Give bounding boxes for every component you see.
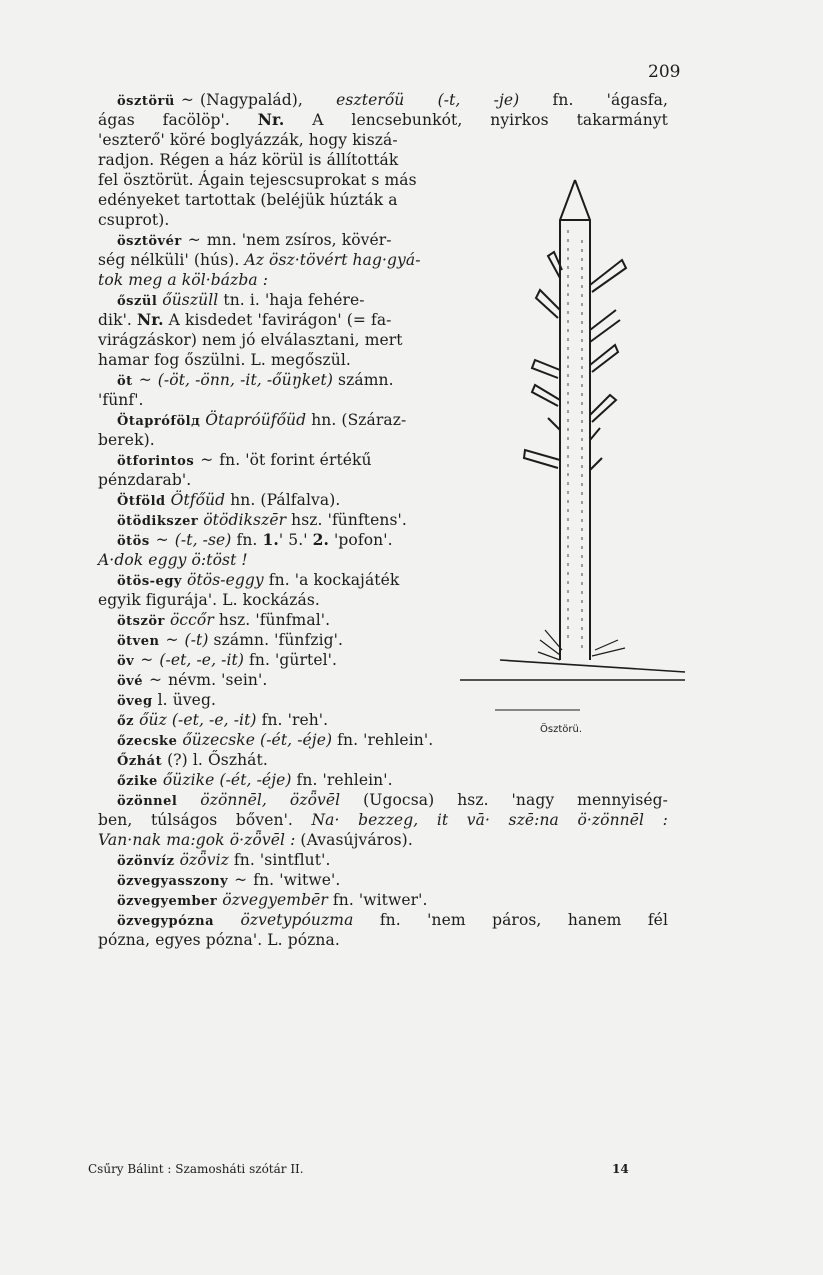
headword: özönnel [117, 794, 178, 809]
text-run: Van·nak ma:gok ö·zȫvēl : [98, 831, 296, 849]
swung-dash: ~ [149, 671, 163, 689]
text-run: hamar fog őszülni. L. megőszül. [98, 351, 351, 369]
text-run: fel ösztörüt. Ágain tejescsuprokat s más [98, 171, 417, 189]
text-run: hsz. 'fünftens'. [286, 511, 407, 529]
text-line [117, 630, 343, 652]
text-run: ben, túlságos bőven'. [98, 811, 312, 829]
swung-dash: ~ [165, 631, 179, 649]
figure-caption: Ösztörü. [540, 724, 582, 735]
text-run: Az ösz·tövért hag·gyá- [244, 251, 421, 269]
text-run: Ötfőüd [170, 491, 226, 509]
text-run: tn. i. 'haja fehére- [218, 291, 365, 309]
swung-dash: ~ [138, 371, 152, 389]
text-run: virágzáskor) nem jó elválasztani, mert [98, 331, 403, 349]
text-run: Nr. [257, 110, 285, 129]
headword: özvegyasszony [117, 874, 229, 889]
text-run: özvegyembēr [222, 891, 328, 909]
swung-dash: ~ [200, 451, 214, 469]
text-line [117, 790, 668, 812]
headword: őz [117, 714, 135, 729]
text-line [117, 290, 365, 312]
footer-title: Csűry Bálint : Szamosháti szótár II. [88, 1162, 304, 1176]
text-line [117, 450, 372, 472]
text-run: fn. 'rehlein'. [332, 731, 434, 749]
text-line [117, 610, 330, 632]
text-run: (Ugocsa) hsz. 'nagy mennyiség- [340, 791, 669, 809]
swung-dash: ~ [234, 871, 248, 889]
headword: őszül [117, 294, 158, 309]
text-line [117, 730, 433, 752]
text-run: özönnēl, özȫvēl [200, 791, 341, 809]
text-run: 'fünf'. [98, 391, 144, 409]
text-run: fn. 'witwe'. [253, 871, 341, 889]
text-run: fn. 'öt forint értékű [219, 451, 372, 469]
text-line [98, 310, 392, 330]
text-line [117, 650, 337, 672]
text-run: pénzdarab'. [98, 471, 192, 489]
text-line [98, 350, 351, 370]
text-line [117, 910, 668, 932]
swung-dash: ~ [187, 231, 201, 249]
text-line [117, 230, 392, 252]
text-line [117, 510, 407, 532]
text-line [117, 750, 268, 772]
text-line [117, 770, 393, 792]
text-line [98, 110, 668, 130]
text-run: (-öt, -önn, -it, -őüŋket) [157, 371, 334, 389]
text-run: őüzike (-ét, -éje) [162, 771, 292, 789]
headword: özönvíz [117, 854, 175, 869]
text-line [117, 690, 216, 712]
text-line [117, 890, 428, 912]
text-run: l. üveg. [152, 691, 216, 709]
text-run: Ötapróüfőüd [205, 411, 307, 429]
text-run: (-et, -e, -it) [159, 651, 245, 669]
text-line [117, 90, 668, 112]
swung-dash: ~ [155, 531, 169, 549]
text-line [117, 850, 330, 872]
text-line [117, 410, 406, 432]
text-run: egyik figurája'. L. kockázás. [98, 591, 320, 609]
text-run: fn. 'rehlein'. [291, 771, 393, 789]
headword: öv [117, 654, 135, 669]
text-run: 'eszterő' köré boglyázzák, hogy kiszá- [98, 131, 398, 149]
text-line [98, 590, 320, 610]
headword: ötös [117, 534, 150, 549]
text-run: fn. 'sintflut'. [228, 851, 331, 869]
text-line [98, 930, 340, 950]
headword: őzike [117, 774, 158, 789]
text-line [117, 530, 393, 552]
text-line [98, 830, 413, 850]
text-line [98, 430, 155, 450]
text-run: edényeket tartottak (beléjük húzták a [98, 191, 398, 209]
text-run: radjon. Régen a ház körül is állították [98, 151, 399, 169]
headword: Őzhát [117, 754, 163, 769]
headword: ösztövér [117, 234, 182, 249]
text-line [98, 170, 417, 190]
text-line [117, 490, 340, 512]
text-run: ötödikszēr [203, 511, 287, 529]
text-run: hsz. 'fünfmal'. [213, 611, 331, 629]
headword: ötforintos [117, 454, 195, 469]
text-run: fn. [231, 531, 263, 549]
footer-sheet-number: 14 [612, 1162, 629, 1176]
text-line [98, 550, 248, 570]
text-line [98, 190, 398, 210]
text-line [117, 870, 340, 892]
page-number: 209 [648, 62, 681, 82]
text-run: fn. 'reh'. [256, 711, 329, 729]
headword: övé [117, 674, 143, 689]
text-line [117, 710, 328, 732]
text-line [98, 390, 144, 410]
text-line [98, 330, 403, 350]
text-run: 2. [312, 530, 330, 549]
text-run: (Nagypalád), [199, 91, 337, 109]
headword: öt [117, 374, 133, 389]
text-run: ötös-eggy [187, 571, 264, 589]
text-run [214, 911, 240, 929]
headword: ötös-egy [117, 574, 182, 589]
text-run: dik'. [98, 311, 137, 329]
text-run: özvetypóuzma [240, 911, 354, 929]
text-run: őüszüll [162, 291, 219, 309]
text-run: 1. [262, 530, 279, 549]
text-run: A·dok eggy ö:töst ! [98, 551, 248, 569]
text-run: hn. (Pálfalva). [225, 491, 341, 509]
text-run: pózna, egyes pózna'. L. pózna. [98, 931, 340, 949]
headword: ötször [117, 614, 165, 629]
headword: özvegyember [117, 894, 218, 909]
text-run: (Avasújváros). [295, 831, 413, 849]
text-run [177, 791, 200, 809]
text-run: névm. 'sein'. [168, 671, 268, 689]
text-line [117, 570, 399, 592]
text-run: számn. 'fünfzig'. [208, 631, 344, 649]
headword: ötven [117, 634, 160, 649]
text-line [98, 210, 169, 230]
text-run: őüzecske (-ét, -éje) [182, 731, 333, 749]
text-line [98, 150, 398, 170]
text-run: öccőr [169, 611, 214, 629]
text-run: csuprot). [98, 211, 170, 229]
headword: őzecske [117, 734, 178, 749]
text-line [98, 810, 668, 830]
text-run: Na· bezzeg, it vā· szē:na ö·zönnēl : [311, 811, 668, 829]
text-run: (-t) [184, 631, 209, 649]
text-run: A lencsebunkót, nyirkos takarmányt [284, 111, 668, 129]
text-run: 'pofon'. [329, 531, 393, 549]
text-run: berek). [98, 431, 155, 449]
text-line [117, 670, 267, 692]
text-run: ség nélküli' (hús). [98, 251, 245, 269]
text-run: fn. 'gürtel'. [244, 651, 338, 669]
text-run: fn. 'witwer'. [327, 891, 428, 909]
headword: ötödikszer [117, 514, 199, 529]
text-line [98, 270, 268, 290]
text-line [117, 370, 394, 392]
text-run: (-t, -se) [174, 531, 232, 549]
text-run: ' 5.' [278, 531, 313, 549]
text-run: Nr. [137, 310, 164, 329]
text-run: fn. 'a kockajáték [263, 571, 400, 589]
text-line [98, 250, 421, 270]
text-run: hn. (Száraz- [306, 411, 407, 429]
headword: öveg [117, 694, 153, 709]
text-run: tok meg a köl·bázba : [98, 271, 269, 289]
text-run: mn. 'nem zsíros, kövér- [206, 231, 392, 249]
swung-dash: ~ [140, 651, 154, 669]
headword: Ötföld [117, 494, 166, 509]
text-line [98, 130, 398, 150]
text-run: A kisdedet 'favirágon' (= fa- [163, 311, 392, 329]
text-run: fn. 'nem páros, hanem fél [353, 911, 668, 929]
headword: Ötaprófölд [117, 414, 201, 429]
text-run: eszterőü (-t, -je) [336, 91, 520, 109]
text-run: számn. [333, 371, 394, 389]
text-run: ágas facölöp'. [98, 111, 258, 129]
text-run: fn. 'ágasfa, [519, 91, 669, 109]
headword: özvegypózna [117, 914, 215, 929]
ösztörü-illustration [440, 160, 690, 740]
text-run: özȫviz [179, 851, 229, 869]
text-line [98, 470, 191, 490]
text-run: őüz (-et, -e, -it) [139, 711, 257, 729]
headword: ösztörü [117, 94, 175, 109]
text-run: (?) l. Őszhát. [162, 751, 268, 769]
swung-dash: ~ [180, 91, 194, 109]
